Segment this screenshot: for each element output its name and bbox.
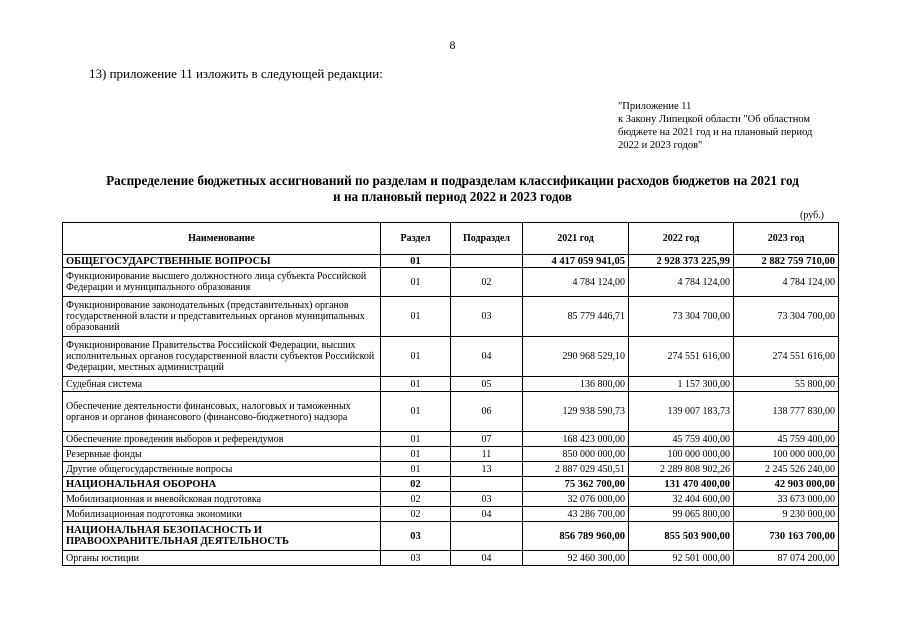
cell-name: Судебная система <box>63 377 381 392</box>
table-row <box>63 551 839 566</box>
cell-2021: 43 286 700,00 <box>523 507 629 522</box>
cell-subsection: 04 <box>451 507 523 522</box>
cell-2021: 92 460 300,00 <box>523 551 629 566</box>
cell-name: Мобилизационная подготовка экономики <box>63 507 381 522</box>
appendix-line: бюджете на 2021 год и на плановый период <box>618 127 813 138</box>
cell-name: Другие общегосударственные вопросы <box>63 462 381 477</box>
cell-2021: 4 417 059 941,05 <box>523 255 629 268</box>
cell-section: 01 <box>381 432 451 447</box>
cell-2023: 33 673 000,00 <box>734 492 839 507</box>
table-row <box>63 522 839 551</box>
table-row <box>63 492 839 507</box>
cell-section: 01 <box>381 392 451 432</box>
cell-name: НАЦИОНАЛЬНАЯ БЕЗОПАСНОСТЬ И ПРАВООХРАНИТЕЛЬНАЯ ДЕЯТЕЛЬНОСТЬ <box>63 522 381 551</box>
cell-2021: 856 789 960,00 <box>523 522 629 551</box>
cell-subsection: 07 <box>451 432 523 447</box>
cell-2023: 42 903 000,00 <box>734 477 839 492</box>
cell-section: 02 <box>381 477 451 492</box>
cell-2021: 75 362 700,00 <box>523 477 629 492</box>
cell-2023: 45 759 400,00 <box>734 432 839 447</box>
cell-section: 03 <box>381 522 451 551</box>
cell-subsection <box>451 477 523 492</box>
currency-unit: (руб.) <box>800 210 824 221</box>
cell-section: 01 <box>381 337 451 377</box>
cell-subsection: 02 <box>451 268 523 297</box>
budget-table <box>62 222 839 566</box>
cell-2021: 2 887 029 450,51 <box>523 462 629 477</box>
cell-2022: 131 470 400,00 <box>629 477 734 492</box>
cell-2023: 73 304 700,00 <box>734 297 839 337</box>
cell-2023: 4 784 124,00 <box>734 268 839 297</box>
cell-2023: 2 245 526 240,00 <box>734 462 839 477</box>
cell-name: Функционирование законодательных (представительных) органов государственной власти и представительных органов муниципальных образований <box>63 297 381 337</box>
table-row <box>63 462 839 477</box>
cell-section: 01 <box>381 255 451 268</box>
cell-name: Обеспечение проведения выборов и референдумов <box>63 432 381 447</box>
cell-2023: 138 777 830,00 <box>734 392 839 432</box>
cell-2022: 45 759 400,00 <box>629 432 734 447</box>
cell-subsection: 11 <box>451 447 523 462</box>
appendix-reference <box>618 100 858 152</box>
cell-section: 01 <box>381 268 451 297</box>
cell-section: 01 <box>381 462 451 477</box>
appendix-line: к Закону Липецкой области "Об областном <box>618 114 811 125</box>
cell-section: 01 <box>381 297 451 337</box>
appendix-line: 2022 и 2023 годов" <box>618 140 703 151</box>
cell-2022: 274 551 616,00 <box>629 337 734 377</box>
cell-2023: 274 551 616,00 <box>734 337 839 377</box>
cell-2021: 168 423 000,00 <box>523 432 629 447</box>
cell-2022: 2 928 373 225,99 <box>629 255 734 268</box>
cell-2022: 855 503 900,00 <box>629 522 734 551</box>
header-subsection: Подраздел <box>451 223 523 255</box>
cell-name: НАЦИОНАЛЬНАЯ ОБОРОНА <box>63 477 381 492</box>
table-body <box>63 255 839 566</box>
cell-subsection: 06 <box>451 392 523 432</box>
document-title <box>60 173 845 205</box>
table-row <box>63 477 839 492</box>
cell-section: 02 <box>381 492 451 507</box>
cell-subsection: 03 <box>451 297 523 337</box>
table-row <box>63 255 839 268</box>
cell-section: 02 <box>381 507 451 522</box>
cell-2021: 850 000 000,00 <box>523 447 629 462</box>
cell-name: Функционирование Правительства Российской Федерации, высших исполнительных органов государственной власти субъектов Российской Федерации, местных администраций <box>63 337 381 377</box>
cell-2021: 32 076 000,00 <box>523 492 629 507</box>
table-row <box>63 377 839 392</box>
cell-2022: 100 000 000,00 <box>629 447 734 462</box>
table-row <box>63 392 839 432</box>
table-row <box>63 268 839 297</box>
page-number: 8 <box>449 38 456 52</box>
table-row <box>63 507 839 522</box>
header-2022: 2022 год <box>629 223 734 255</box>
cell-section: 03 <box>381 551 451 566</box>
cell-2021: 4 784 124,00 <box>523 268 629 297</box>
cell-section: 01 <box>381 377 451 392</box>
cell-2023: 9 230 000,00 <box>734 507 839 522</box>
cell-name: Органы юстиции <box>63 551 381 566</box>
cell-2022: 92 501 000,00 <box>629 551 734 566</box>
cell-section: 01 <box>381 447 451 462</box>
table-row <box>63 432 839 447</box>
cell-subsection <box>451 255 523 268</box>
appendix-line: "Приложение 11 <box>618 101 692 112</box>
cell-name: Мобилизационная и вневойсковая подготовка <box>63 492 381 507</box>
cell-subsection: 13 <box>451 462 523 477</box>
cell-subsection <box>451 522 523 551</box>
cell-2021: 290 968 529,10 <box>523 337 629 377</box>
cell-2022: 32 404 600,00 <box>629 492 734 507</box>
table-row <box>63 337 839 377</box>
title-line: и на плановый период 2022 и 2023 годов <box>333 189 572 204</box>
title-line: Распределение бюджетных ассигнований по разделам и подразделам классификации расходов бюджетов на 2021 год <box>106 173 799 188</box>
cell-name: ОБЩЕГОСУДАРСТВЕННЫЕ ВОПРОСЫ <box>63 255 381 268</box>
cell-subsection: 03 <box>451 492 523 507</box>
amendment-instruction: 13) приложение 11 изложить в следующей редакции: <box>89 66 383 81</box>
cell-subsection: 05 <box>451 377 523 392</box>
table-header-row <box>63 223 839 255</box>
cell-2022: 99 065 800,00 <box>629 507 734 522</box>
table-row <box>63 447 839 462</box>
cell-2023: 100 000 000,00 <box>734 447 839 462</box>
header-2021: 2021 год <box>523 223 629 255</box>
cell-2022: 73 304 700,00 <box>629 297 734 337</box>
cell-name: Обеспечение деятельности финансовых, налоговых и таможенных органов и органов финансового (финансово-бюджетного) надзора <box>63 392 381 432</box>
cell-2022: 139 007 183,73 <box>629 392 734 432</box>
header-name: Наименование <box>63 223 381 255</box>
cell-2023: 2 882 759 710,00 <box>734 255 839 268</box>
cell-subsection: 04 <box>451 337 523 377</box>
cell-2021: 85 779 446,71 <box>523 297 629 337</box>
cell-2021: 136 800,00 <box>523 377 629 392</box>
cell-name: Резервные фонды <box>63 447 381 462</box>
header-2023: 2023 год <box>734 223 839 255</box>
cell-name: Функционирование высшего должностного лица субъекта Российской Федерации и муниципального образования <box>63 268 381 297</box>
cell-2023: 730 163 700,00 <box>734 522 839 551</box>
cell-2022: 4 784 124,00 <box>629 268 734 297</box>
cell-2021: 129 938 590,73 <box>523 392 629 432</box>
cell-2023: 87 074 200,00 <box>734 551 839 566</box>
table-row <box>63 297 839 337</box>
cell-2022: 2 289 808 902,26 <box>629 462 734 477</box>
header-section: Раздел <box>381 223 451 255</box>
cell-subsection: 04 <box>451 551 523 566</box>
cell-2023: 55 800,00 <box>734 377 839 392</box>
cell-2022: 1 157 300,00 <box>629 377 734 392</box>
